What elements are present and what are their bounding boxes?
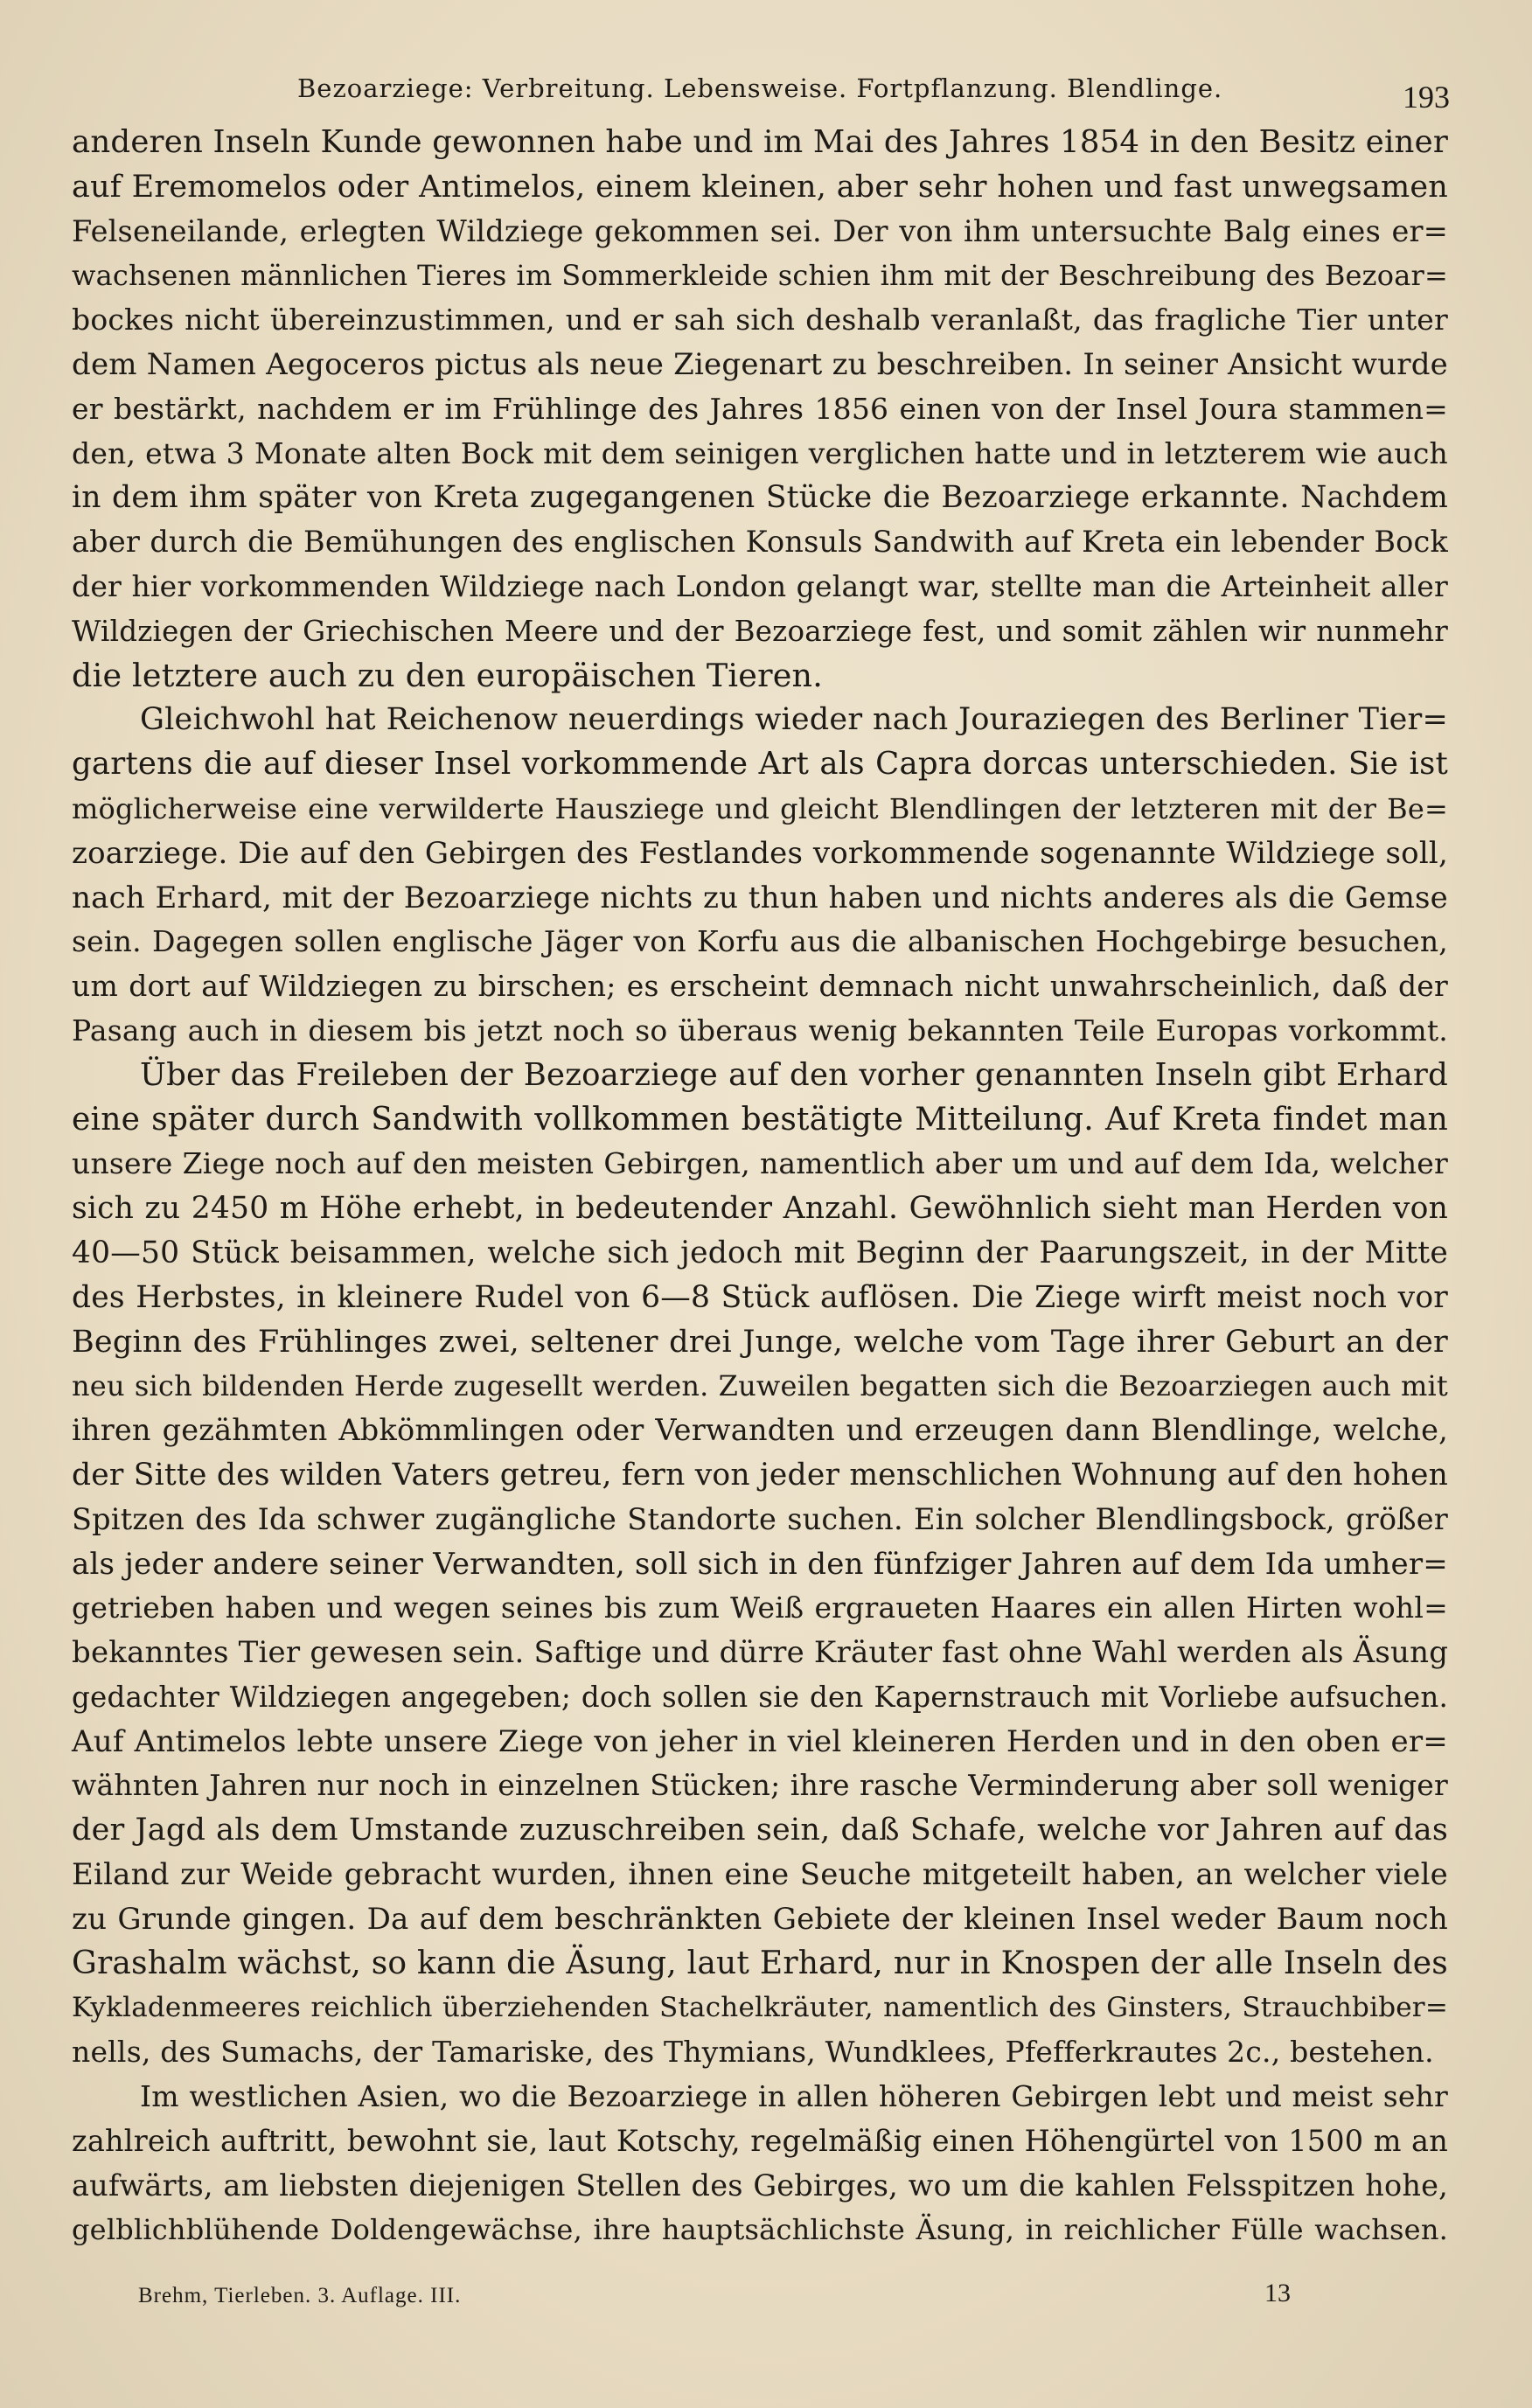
- text-line: den, etwa 3 Monate alten Bock mit dem seinigen verglichen hatte und in letzterem wie auch: [72, 435, 1448, 470]
- text-line: getrieben haben und wegen seines bis zum Weiß ergraueten Haares ein allen Hirten wohl=: [72, 1590, 1448, 1625]
- running-head: Bezoarziege: Verbreitung. Lebensweise. Fortpflanzung. Blendlinge.: [297, 73, 1223, 103]
- text-line: Pasang auch in diesem bis jetzt noch so überaus wenig bekannten Teile Europas vorkommt.: [72, 1013, 1448, 1047]
- text-line: Beginn des Frühlinges zwei, seltener drei Junge, welche vom Tage ihrer Geburt an der: [72, 1324, 1448, 1360]
- text-line: Spitzen des Ida schwer zugängliche Standorte suchen. Ein solcher Blendlingsbock, größer: [72, 1501, 1448, 1536]
- text-line: die letztere auch zu den europäischen Tieren.: [72, 656, 824, 694]
- footer-signature: Brehm, Tierleben. 3. Auflage. III.: [138, 2284, 462, 2307]
- text-line: gedachter Wildziegen angegeben; doch sollen sie den Kapernstrauch mit Vorliebe aufsuchen.: [72, 1680, 1448, 1714]
- text-line: wähnten Jahren nur noch in einzelnen Stücken; ihre rasche Verminderung aber soll weniger: [72, 1768, 1448, 1803]
- text-line: dem Namen Aegoceros pictus als neue Ziegenart zu beschreiben. In seiner Ansicht wurde: [72, 346, 1448, 382]
- text-line: er bestärkt, nachdem er im Frühlinge des Jahres 1856 einen von der Insel Joura stammen=: [72, 391, 1448, 426]
- text-line: zoarziege. Die auf den Gebirgen des Festlandes vorkommende sogenannte Wildziege soll,: [72, 835, 1448, 871]
- text-line: zahlreich auftritt, bewohnt sie, laut Kotschy, regelmäßig einen Höhengürtel von 1500 m an: [72, 2123, 1448, 2158]
- paragraph: [72, 698, 1448, 1053]
- text-line: aufwärts, am liebsten diejenigen Stellen des Gebirges, wo um die kahlen Felsspitzen hohe,: [72, 2168, 1448, 2203]
- text-line: zu Grunde gingen. Da auf dem beschränkten Gebiete der kleinen Insel weder Baum noch: [72, 1901, 1448, 1937]
- text-line: gelblichblühende Doldengewächse, ihre hauptsächlichste Äsung, in reichlicher Fülle wachsen.: [72, 2213, 1448, 2247]
- text-line: nach Erhard, mit der Bezoarziege nichts zu thun haben und nichts anderes als die Gemse: [72, 880, 1448, 915]
- text-line: gartens die auf dieser Insel vorkommende Art als Capra dorcas unterschieden. Sie ist: [72, 746, 1448, 783]
- text-line: bockes nicht übereinzustimmen, und er sah sich deshalb veranlaßt, das fragliche Tier unter: [72, 303, 1448, 338]
- text-line: bekanntes Tier gewesen sein. Saftige und dürre Kräuter fast ohne Wahl werden als Äsung: [72, 1635, 1449, 1671]
- text-line: nells, des Sumachs, der Tamariske, des Thymians, Wundklees, Pfefferkrautes 2c., bestehen.: [72, 2035, 1434, 2070]
- paragraph: [72, 2075, 1448, 2252]
- text-line: anderen Inseln Kunde gewonnen habe und im Mai des Jahres 1854 in den Besitz einer: [72, 124, 1448, 160]
- text-line: sich zu 2450 m Höhe erhebt, in bedeutender Anzahl. Gewöhnlich sieht man Herden von: [72, 1191, 1448, 1227]
- text-line: Eiland zur Weide gebracht wurden, ihnen eine Seuche mitgeteilt haben, an welcher viele: [72, 1857, 1448, 1893]
- text-line: als jeder andere seiner Verwandten, soll sich in den fünfziger Jahren auf dem Ida umher=: [72, 1546, 1448, 1582]
- text-line: Auf Antimelos lebte unsere Ziege von jeher in viel kleineren Herden und in den oben er=: [72, 1723, 1448, 1759]
- page-number: 193: [1403, 80, 1450, 115]
- text-line: auf Eremomelos oder Antimelos, einem kleinen, aber sehr hohen und fast unwegsamen: [72, 169, 1448, 205]
- text-line: wachsenen männlichen Tieres im Sommerkleide schien ihm mit der Beschreibung des Bezoar=: [72, 259, 1448, 293]
- text-line: möglicherweise eine verwilderte Hausziege und gleicht Blendlingen der letzteren mit der Be=: [72, 791, 1448, 825]
- text-line: 40—50 Stück beisammen, welche sich jedoch mit Beginn der Paarungszeit, in der Mitte: [72, 1235, 1448, 1270]
- text-line: ihren gezähmten Abkömmlingen oder Verwandten und erzeugen dann Blendlinge, welche,: [72, 1413, 1448, 1448]
- text-line: Im westlichen Asien, wo die Bezoarziege in allen höheren Gebirgen lebt und meist sehr: [140, 2079, 1448, 2114]
- text-line: des Herbstes, in kleinere Rudel von 6—8 Stück auflösen. Die Ziege wirft meist noch vor: [72, 1279, 1448, 1315]
- text-line: aber durch die Bemühungen des englischen Konsuls Sandwith auf Kreta ein lebender Bock: [72, 525, 1448, 560]
- body-text: [72, 121, 1448, 2252]
- text-line: um dort auf Wildziegen zu birschen; es erscheint demnach nicht unwahrscheinlich, daß der: [72, 969, 1448, 1004]
- text-line: unsere Ziege noch auf den meisten Gebirgen, namentlich aber um und auf dem Ida, welcher: [72, 1146, 1448, 1181]
- text-line: eine später durch Sandwith vollkommen bestätigte Mitteilung. Auf Kreta findet man: [72, 1101, 1448, 1138]
- text-line: der Jagd als dem Umstande zuzuschreiben sein, daß Schafe, welche vor Jahren auf das: [72, 1813, 1448, 1848]
- text-line: Wildziegen der Griechischen Meere und der Bezoarziege fest, und somit zählen wir nunmehr: [72, 614, 1448, 648]
- paragraph: [72, 121, 1448, 698]
- text-line: Gleichwohl hat Reichenow neuerdings wieder nach Jouraziegen des Berliner Tier=: [140, 702, 1448, 738]
- text-line: Kykladenmeeres reichlich überziehenden Stachelkräuter, namentlich des Ginsters, Strauchbiber=: [72, 1992, 1448, 2024]
- text-line: der hier vorkommenden Wildziege nach London gelangt war, stellte man die Arteinheit aller: [72, 568, 1448, 603]
- text-line: Grashalm wächst, so kann die Äsung, laut Erhard, nur in Knospen der alle Inseln des: [72, 1945, 1448, 1981]
- text-line: der Sitte des wilden Vaters getreu, fern von jeder menschlichen Wohnung auf den hohen: [72, 1457, 1448, 1493]
- text-line: sein. Dagegen sollen englische Jäger von Korfu aus die albanischen Hochgebirge besuchen,: [72, 924, 1448, 959]
- footer-sheet-number: 13: [1264, 2279, 1291, 2307]
- text-line: Felseneilande, erlegten Wildziege gekommen sei. Der von ihm untersuchte Balg eines er=: [72, 213, 1448, 248]
- text-line: neu sich bildenden Herde zugesellt werden. Zuweilen begatten sich die Bezoarziegen auch mit: [72, 1369, 1448, 1403]
- text-line: Über das Freileben der Bezoarziege auf den vorher genannten Inseln gibt Erhard: [140, 1056, 1448, 1093]
- text-line: in dem ihm später von Kreta zugegangenen Stücke die Bezoarziege erkannte. Nachdem: [72, 480, 1448, 516]
- paragraph: [72, 1054, 1448, 2075]
